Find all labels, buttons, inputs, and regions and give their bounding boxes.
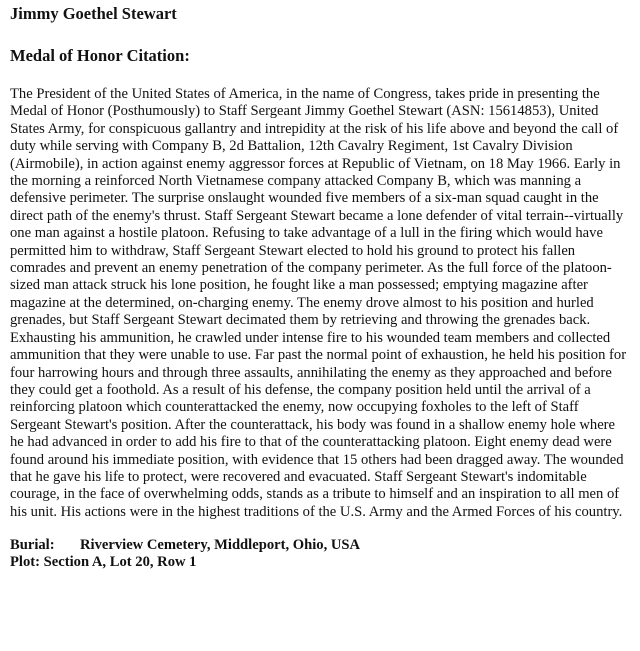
burial-value: Riverview Cemetery, Middleport, Ohio, USA [80, 537, 361, 554]
citation-text: The President of the United States of America, in the name of Congress, takes pride in presenting the Medal of Honor (Posthumously) to Staff Sergeant Jimmy Goethel Stewart (ASN: 15614853), United States Army, for conspicuous gallantry and intrepidity at the risk of his life above and beyond the call of duty while serving with Company B, 2d Battalion, 12th Cavalry Regiment, 1st Cavalry Division (Airmobile), in action against enemy aggressor forces at Republic of Vietnam, on 18 May 1966. Early in the morning a reinforced North Vietnamese company attacked Company B, which was manning a defensive perimeter. The surprise onslaught wounded five members of a six-man squad caught in the direct path of the enemy's thrust. Staff Sergeant Stewart became a lone defender of vital terrain--virtually one man against a hostile platoon. Refusing to take advantage of a lull in the firing which would have permitted him to withdraw, Staff Sergeant Stewart elected to hold his ground to protect his fallen comrades and prevent an enemy penetration of the company perimeter. As the full force of the platoon-sized man attack struck his lone position, he fought like a man possessed; emptying magazine after magazine at the determined, on-charging enemy. The enemy drove almost to his position and hurled grenades, but Staff Sergeant Stewart decimated them by retrieving and throwing the grenades back. Exhausting his ammunition, he crawled under intense fire to his wounded team members and collected ammunition that they were unable to use. Far past the normal point of exhaustion, he held his position for four harrowing hours and through three assaults, annihilating the enemy as they approached and before they could get a foothold. As a result of his defense, the company position held until the arrival of a reinforcing platoon which counterattacked the enemy, now occupying foxholes to the left of Staff Sergeant Stewart's position. After the counterattack, his body was found in a shallow enemy hole where he had advanced in order to add his fire to that of the counterattacking platoon. Eight enemy dead were found around his immediate position, with evidence that 15 others had been dragged away. The wounded that he gave his life to protect, were recovered and evacuated. Staff Sergeant Stewart's indomitable courage, in the face of overwhelming odds, stands as a tribute to himself and an inspiration to all men of his unit. His actions were in the highest traditions of the U.S. Army and the Armed Forces of his country. [10, 86, 627, 520]
burial-label: Burial: [10, 537, 55, 554]
burial-block [10, 537, 631, 571]
name-heading: Jimmy Goethel Stewart [10, 4, 177, 23]
section-heading: Medal of Honor Citation: [10, 46, 190, 65]
plot-line [10, 554, 631, 571]
burial-line [10, 537, 631, 554]
plot-label: Plot: [10, 554, 40, 571]
plot-value: Section A, Lot 20, Row 1 [43, 554, 197, 571]
